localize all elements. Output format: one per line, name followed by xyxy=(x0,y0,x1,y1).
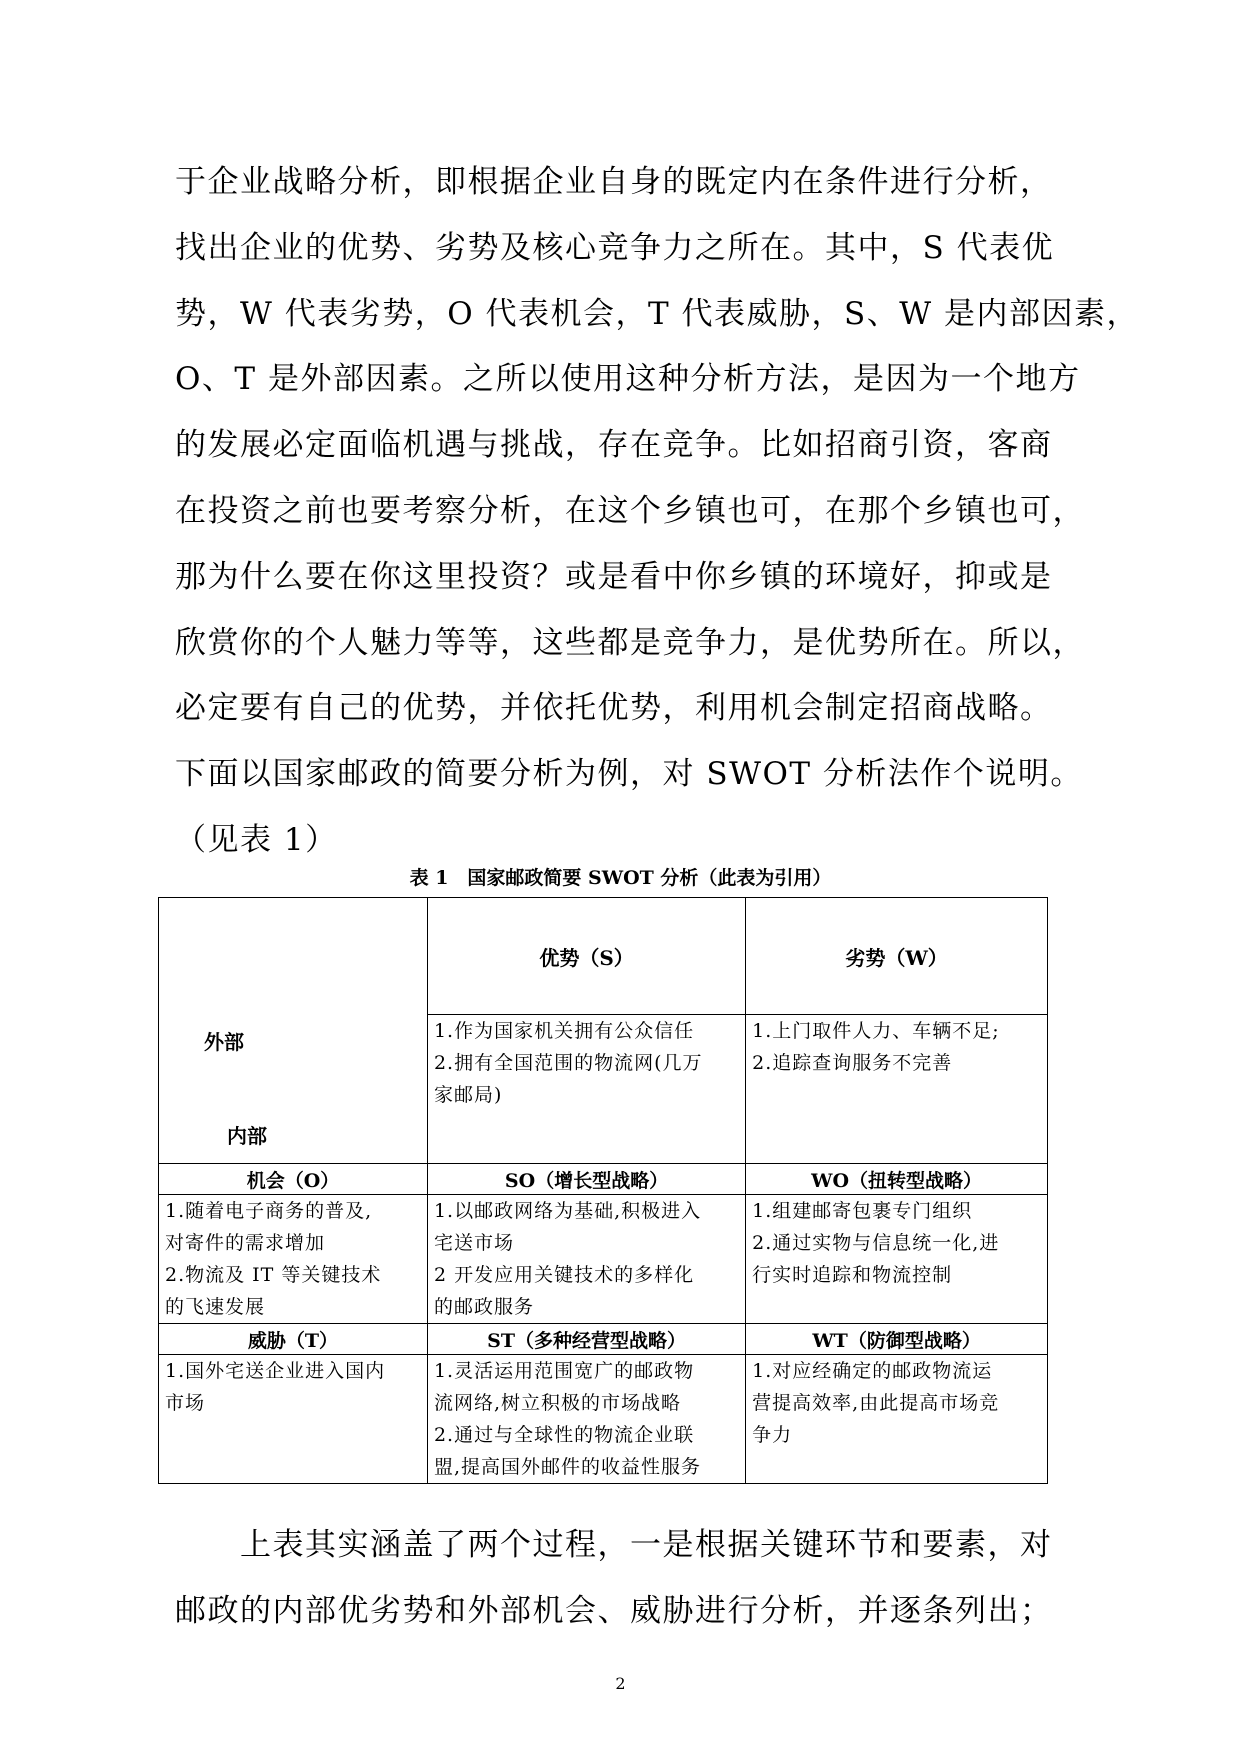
corner-external-label: 外部 xyxy=(204,1030,244,1054)
paragraph-line: 邮政的内部优劣势和外部机会、威胁进行分析，并逐条列出； xyxy=(175,1592,1053,1629)
cell-line: 盟,提高国外邮件的收益性服务 xyxy=(433,1456,701,1478)
cell-line: 1.国外宅送企业进入国内 xyxy=(165,1360,386,1382)
strengths-header: 优势（S） xyxy=(427,898,745,1015)
paragraph-line: 找出企业的优势、劣势及核心竞争力之所在。其中，S 代表优 xyxy=(175,229,1055,266)
cell-line: 行实时追踪和物流控制 xyxy=(752,1264,953,1286)
corner-internal-label: 内部 xyxy=(227,1124,267,1148)
opportunities-header: 机会（O） xyxy=(159,1164,428,1195)
cell-line: 营提高效率,由此提高市场竞 xyxy=(752,1392,1000,1414)
cell-line: 1.作为国家机关拥有公众信任 xyxy=(433,1020,695,1042)
cell-line: 流网络,树立积极的市场战略 xyxy=(433,1392,681,1414)
swot-table xyxy=(158,897,1048,1484)
st-cell xyxy=(427,1355,745,1484)
paragraph-line: 于企业战略分析，即根据企业自身的既定内在条件进行分析， xyxy=(175,164,1053,200)
cell-line: 2 开发应用关键技术的多样化 xyxy=(433,1264,695,1286)
paragraph-line: 那为什么要在你这里投资？或是看中你乡镇的环境好，抑或是 xyxy=(175,558,1053,595)
weaknesses-cell xyxy=(746,1015,1048,1164)
cell-line: 宅送市场 xyxy=(433,1232,514,1254)
cell-line: 2.通过与全球性的物流企业联 xyxy=(433,1424,695,1446)
cell-line: 市场 xyxy=(165,1392,206,1414)
cell-line: 1.以邮政网络为基础,积极进入 xyxy=(433,1200,702,1222)
st-header: ST（多种经营型战略） xyxy=(427,1324,745,1355)
page-number: 2 xyxy=(615,1674,626,1693)
paragraph-line: 必定要有自己的优势，并依托优势，利用机会制定招商战略。 xyxy=(175,690,1053,727)
cell-line: 2.追踪查询服务不完善 xyxy=(752,1052,953,1074)
strengths-cell xyxy=(427,1015,745,1164)
cell-line: 家邮局) xyxy=(433,1084,503,1106)
opportunities-cell xyxy=(159,1195,428,1324)
paragraph-line: 上表其实涵盖了两个过程，一是根据关键环节和要素，对 xyxy=(175,1527,1053,1563)
paragraph-line: 欣赏你的个人魅力等等，这些都是竞争力，是优势所在。所以， xyxy=(175,624,1085,661)
wt-cell xyxy=(746,1355,1048,1484)
wo-cell xyxy=(746,1195,1048,1324)
threats-header: 威胁（T） xyxy=(159,1324,428,1355)
body-paragraph-2 xyxy=(175,1513,1075,1645)
paragraph-line: （见表 1） xyxy=(175,821,338,858)
weaknesses-header: 劣势（W） xyxy=(746,898,1048,1015)
paragraph-line: 在投资之前也要考察分析，在这个乡镇也可，在那个乡镇也可， xyxy=(175,492,1085,529)
cell-line: 1.组建邮寄包裹专门组织 xyxy=(752,1200,973,1222)
cell-line: 的邮政服务 xyxy=(433,1296,534,1318)
cell-line: 的飞速发展 xyxy=(165,1296,266,1318)
paragraph-line: 下面以国家邮政的简要分析为例，对 SWOT 分析法作个说明。 xyxy=(175,756,1083,793)
cell-line: 1.对应经确定的邮政物流运 xyxy=(752,1360,993,1382)
cell-line: 1.灵活运用范围宽广的邮政物 xyxy=(433,1360,695,1382)
so-cell xyxy=(427,1195,745,1324)
cell-line: 2.通过实物与信息统一化,进 xyxy=(752,1232,1000,1254)
table-caption: 表 1 国家邮政简要 SWOT 分析（此表为引用） xyxy=(409,867,832,889)
body-paragraph-1 xyxy=(175,150,1139,874)
paragraph-line: O、T 是外部因素。之所以使用这种分析方法，是因为一个地方 xyxy=(175,361,1081,398)
corner-cell xyxy=(159,898,428,1164)
cell-line: 2.拥有全国范围的物流网(几万 xyxy=(433,1052,703,1074)
cell-line: 1.随着电子商务的普及, xyxy=(165,1200,373,1222)
so-header: SO（增长型战略） xyxy=(427,1164,745,1195)
cell-line: 争力 xyxy=(752,1424,793,1446)
cell-line: 对寄件的需求增加 xyxy=(165,1232,326,1254)
cell-line: 2.物流及 IT 等关键技术 xyxy=(165,1264,382,1286)
wo-header: WO（扭转型战略） xyxy=(746,1164,1048,1195)
threats-cell xyxy=(159,1355,428,1484)
cell-line: 1.上门取件人力、车辆不足; xyxy=(752,1020,1000,1042)
paragraph-line: 的发展必定面临机遇与挑战，存在竞争。比如招商引资，客商 xyxy=(175,427,1053,464)
paragraph-line: 势，W 代表劣势，O 代表机会，T 代表威胁，S、W 是内部因素， xyxy=(175,295,1139,332)
wt-header: WT（防御型战略） xyxy=(746,1324,1048,1355)
